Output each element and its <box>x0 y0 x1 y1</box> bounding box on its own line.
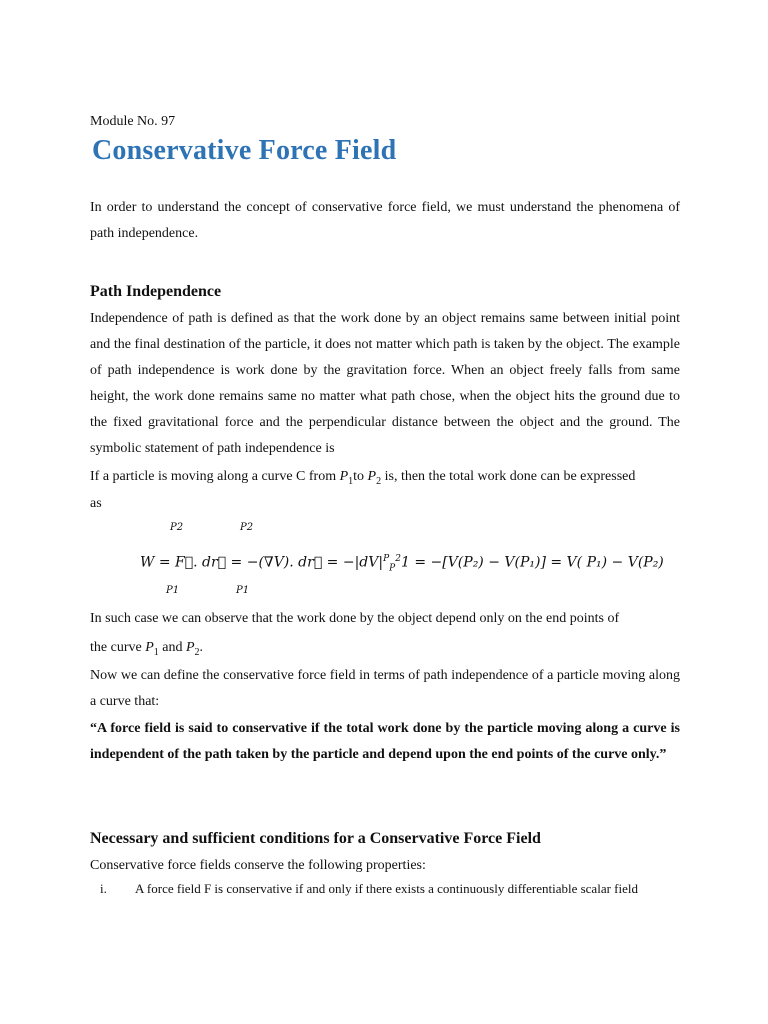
line2-p2-sub: 2 <box>194 646 200 658</box>
equation-rest: = −[V(P₂) − V(P₁)] = V( P₁) − V(P₂) <box>409 554 664 571</box>
equation-expression: W = F⃗. dr⃗ = −(∇V). dr⃗ = −|dV| <box>140 554 384 571</box>
list-item-number: i. <box>100 881 107 896</box>
p1-subscript: 1 <box>348 475 354 487</box>
line2-and: and <box>158 640 186 655</box>
curve-as: as <box>90 496 102 511</box>
define-paragraph: Now we can define the conservative force field in terms of path independence of a particle moving along a curve that: <box>90 668 680 709</box>
page-title: Conservative Force Field <box>92 135 397 166</box>
integral-lower-limit-2: P1 <box>236 585 250 596</box>
p1-symbol: P <box>339 469 349 484</box>
line2-p1-sub: 1 <box>153 646 159 658</box>
line2-end: . <box>199 640 204 655</box>
list-item <box>100 881 638 897</box>
equation-bar-sup: P <box>383 554 390 564</box>
line2-a: the curve <box>90 640 146 655</box>
section-heading-conditions: Necessary and sufficient conditions for a Conservative Force Field <box>90 830 541 847</box>
p2-symbol: P <box>367 469 377 484</box>
curve-statement-b: is, then the total work done can be expressed <box>381 469 636 484</box>
work-equation-block <box>0 518 768 598</box>
path-independence-paragraph: Independence of path is defined as that the work done by an object remains same between initial point and the final destination of the particle, it does not matter which path is taken by the object. The example of path independence is work done by the gravitation force. When an object freely falls from same height, the work done remains same no matter what path chose, when the object hits the ground due to the fixed gravitational force and the perpendicular distance between the object and the ground. The symbolic statement of path independence is <box>90 311 680 456</box>
list-item-text: A force field F is conservative if and only if there exists a continuously differentiable scalar field <box>135 881 638 896</box>
curve-to: to <box>353 469 368 484</box>
intro-paragraph: In order to understand the concept of conservative force field, we must understand the phenomena of path independence. <box>90 200 680 241</box>
integral-upper-limit-1: P2 <box>170 522 184 533</box>
equation-bar-tail: 1 <box>400 554 410 571</box>
integral-lower-limit-1: P1 <box>166 585 180 596</box>
line2-p2: P <box>185 640 195 655</box>
work-equation <box>140 554 664 573</box>
after-equation-line-1: In such case we can observe that the work done by the object depend only on the end points of <box>90 611 620 626</box>
section-heading-path-independence: Path Independence <box>90 283 222 300</box>
integral-upper-limit-2: P2 <box>240 522 254 533</box>
equation-bar-exp: 2 <box>395 554 401 564</box>
curve-statement-a: If a particle is moving along a curve C from <box>90 469 340 484</box>
curve-statement <box>90 464 680 495</box>
conditions-intro: Conservative force fields conserve the following properties: <box>90 858 426 873</box>
equation-bar-sub: P <box>389 563 396 574</box>
p2-subscript: 2 <box>376 475 382 487</box>
line2-p1: P <box>145 640 154 655</box>
after-equation-line-2 <box>90 635 203 666</box>
definition-quote: “A force field is said to conservative if the total work done by the particle moving along a curve is independent of the path taken by the particle and depend upon the end points of the curve only.” <box>90 721 680 762</box>
module-number: Module No. 97 <box>90 114 176 129</box>
